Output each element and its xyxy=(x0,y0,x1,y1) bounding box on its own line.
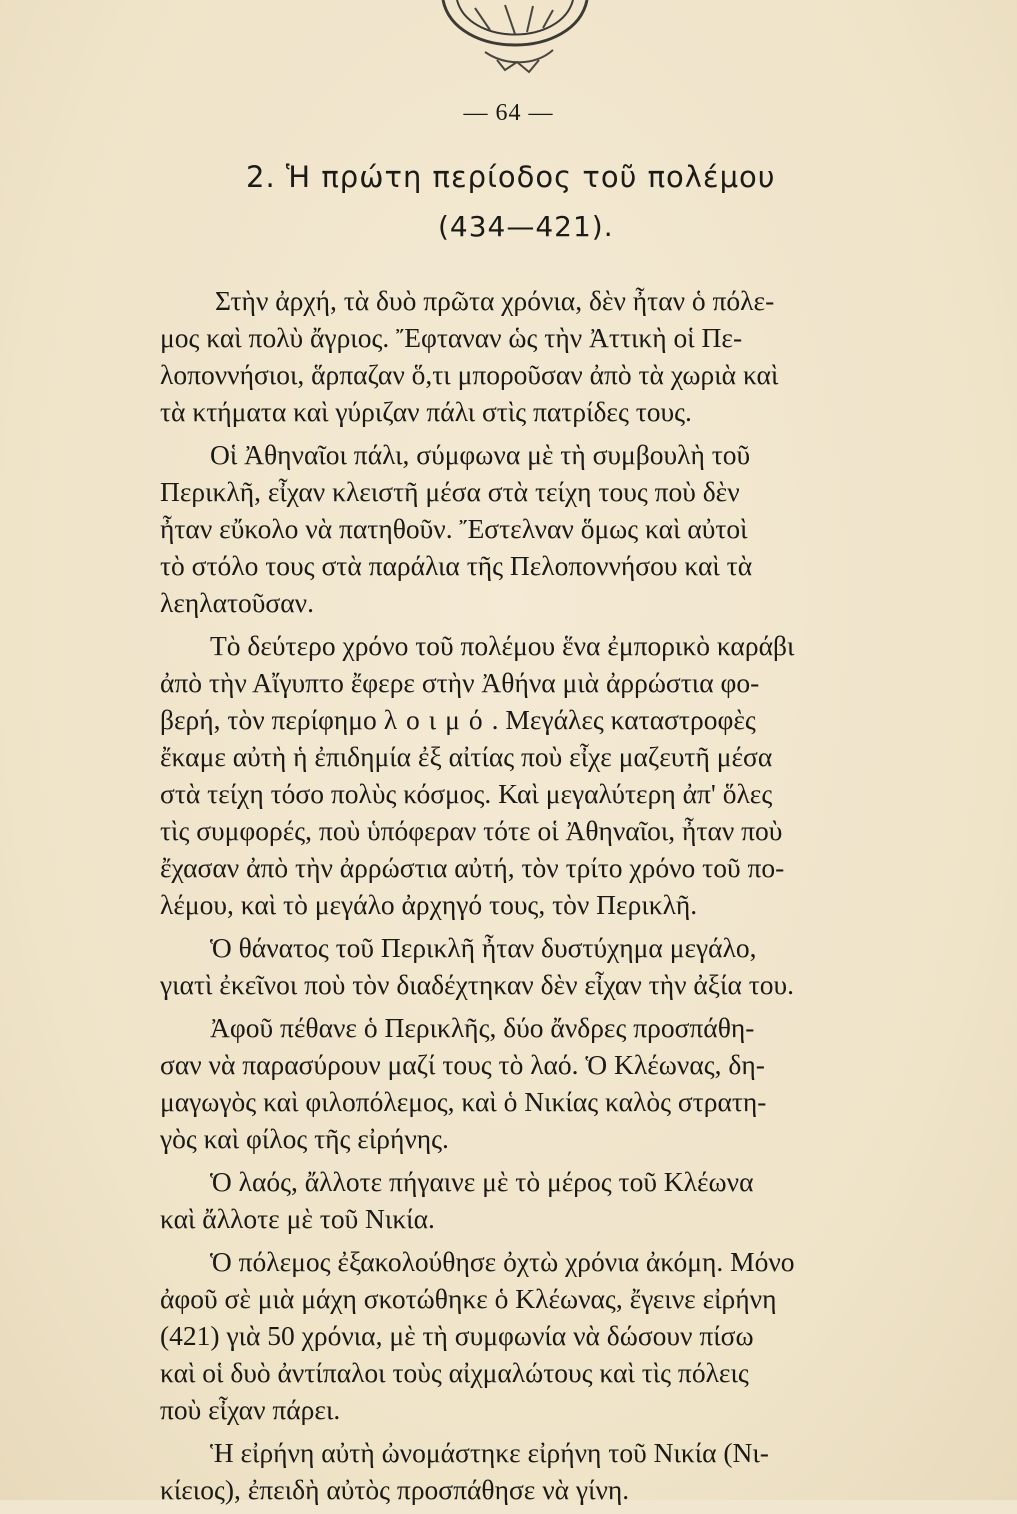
paragraph-8: Ἡ εἰρήνη αὐτὴ ὠνομάστηκε εἰρήνη τοῦ Νικία (Νι- κίειος), ἐπειδὴ αὐτὸς προσπάθησε νὰ γίνη. xyxy=(160,1437,769,1505)
paragraph-3 xyxy=(160,627,880,923)
chapter-title: 2. Ἡ πρώτη περίοδος τοῦ πολέμου xyxy=(246,160,776,194)
paragraph-2: Οἱ Ἀθηναῖοι πάλι, σύμφωνα μὲ τὴ συμβουλὴ τοῦ Περικλῆ, εἶχαν κλειστῆ μέσα στὰ τείχη τους ποὺ δὲν ἦταν εὔκολο νὰ πατηθοῦν. Ἔστελναν ὅμως καὶ αὐτοὶ τὸ στόλο τους στὰ παράλια τῆς Πελοποννήσου καὶ τὰ λεηλατοῦσαν. xyxy=(160,439,753,618)
paragraph-5: Ἀφοῦ πέθανε ὁ Περικλῆς, δύο ἄνδρες προσπάθη- σαν νὰ παρασύρουν μαζί τους τὸ λαό. Ὁ Κλέωνας, δη- μαγωγὸς καὶ φιλοπόλεμος, καὶ ὁ Νικίας καλὸς στρατη- γὸς καὶ φίλος τῆς εἰρήνης. xyxy=(160,1012,767,1154)
paragraph-7: Ὁ πόλεμος ἐξακολούθησε ὀχτὼ χρόνια ἀκόμη. Μόνο ἀφοῦ σὲ μιὰ μάχη σκοτώθηκε ὁ Κλέωνας, ἔγεινε εἰρήνη (421) γιὰ 50 χρόνια, μὲ τὴ συμφωνία νὰ δώσουν πίσω καὶ οἱ δυὸ ἀντίπαλοι τοὺς αἰχμαλώτους καὶ τὶς πόλεις ποὺ εἶχαν πάρει. xyxy=(160,1246,795,1425)
paragraph-4: Ὁ θάνατος τοῦ Περικλῆ ἦταν δυστύχημα μεγάλο, γιατὶ ἐκεῖνοι ποὺ τὸν διαδέχτηκαν δὲν εἶχαν τὴν ἀξία του. xyxy=(160,932,795,1000)
library-stamp-seal-icon xyxy=(435,0,595,78)
emphasized-word: λοιμό xyxy=(383,704,492,735)
chapter-dates: (434—421). xyxy=(438,210,614,243)
body-text xyxy=(160,282,880,1514)
paragraph-3-before: Τὸ δεύτερο χρόνο τοῦ πολέμου ἕνα ἐμπορικὸ καράβι ἀπὸ τὴν Αἴγυπτο ἔφερε στὴν Ἀθήνα μιὰ ἀρρώστια φο- βερή, τὸν περίφημο xyxy=(160,630,795,735)
paragraph-3-after: . Μεγάλες καταστροφὲς ἔκαμε αὐτὴ ἡ ἐπιδημία ἐξ αἰτίας ποὺ εἶχε μαζευτῆ μέσα στὰ τείχη τόσο πολὺς κόσμος. Καὶ μεγαλύτερη ἀπ' ὅλες τὶς συμφορές, ποὺ ὑπόφεραν τότε οἱ Ἀθηναῖοι, ἦταν ποὺ ἔχασαν ἀπὸ τὴν ἀρρώστια αὐτή, τὸν τρίτο χρόνο τοῦ πο- λέμου, καὶ τὸ μεγάλο ἀρχηγό τους, τὸν Περικλῆ. xyxy=(160,704,785,920)
page-number: — 64 — xyxy=(463,100,554,126)
paragraph-1: Στὴν ἀρχή, τὰ δυὸ πρῶτα χρόνια, δὲν ἦταν ὁ πόλε- μος καὶ πολὺ ἄγριος. Ἔφταναν ὡς τὴν Ἀττικὴ οἱ Πε- λοποννήσιοι, ἅρπαζαν ὅ,τι μποροῦσαν ἀπὸ τὰ χωριὰ καὶ τὰ κτήματα καὶ γύριζαν πάλι στὶς πατρίδες τους. xyxy=(160,285,779,427)
paragraph-6: Ὁ λαός, ἄλλοτε πήγαινε μὲ τὸ μέρος τοῦ Κλέωνα καὶ ἄλλοτε μὲ τοῦ Νικία. xyxy=(160,1166,754,1234)
